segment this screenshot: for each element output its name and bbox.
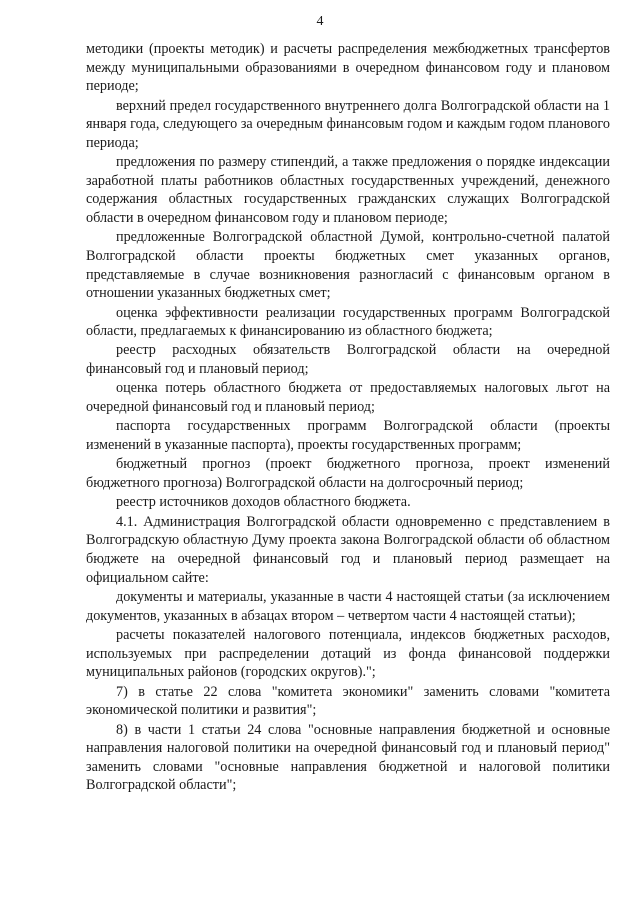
paragraph-documents-materials: документы и материалы, указанные в части 4 настоящей статьи (за исключением документов, указанных в абзацах втором – четвертом части 4 настоящей статьи); <box>86 588 610 624</box>
paragraph-tax-benefit-losses: оценка потерь областного бюджета от предоставляемых налоговых льгот на очередной финансовый год и плановый период; <box>86 380 610 416</box>
paragraph-revenue-register: реестр источников доходов областного бюджета. <box>116 494 411 511</box>
paragraph-item-8: 8) в части 1 статьи 24 слова "основные направления бюджетной и основные направления налоговой политики на очередной финансовый год и плановый период" заменить словами "основные направления бюджетной и налоговой политики Волгоградской области"; <box>86 721 610 794</box>
paragraph-program-evaluation: оценка эффективности реализации государственных программ Волгоградской области, предлагаемых к финансированию из областного бюджета; <box>86 304 610 340</box>
paragraph-obligations-register: реестр расходных обязательств Волгоградской области на очередной финансовый год и плановый период; <box>86 342 610 378</box>
paragraph-item-7: 7) в статье 22 слова "комитета экономики" заменить словами "комитета экономической политики и развития"; <box>86 683 610 719</box>
page-number: 4 <box>316 14 324 29</box>
paragraph-section-4-1: 4.1. Администрация Волгоградской области одновременно с представлением в Волгоградскую областную Думу проекта закона Волгоградской области об областном бюджете на очередной финансовый год и плановый период размещает на официальном сайте: <box>86 513 610 586</box>
paragraph-debt-limit: верхний предел государственного внутреннего долга Волгоградской области на 1 января года, следующего за очередным финансовым годом и каждым годом планового периода; <box>86 97 610 151</box>
paragraph-budget-estimates: предложенные Волгоградской областной Думой, контрольно-счетной палатой Волгоградской области проекты бюджетных смет указанных органов, представляемые в случае возникновения разногласий с финансовым органом в отношении указанных бюджетных смет; <box>86 229 610 302</box>
paragraph-budget-forecast: бюджетный прогноз (проект бюджетного прогноза, проект изменений бюджетного прогноза) Волгоградской области на долгосрочный период; <box>86 456 610 492</box>
paragraph-program-passports: паспорта государственных программ Волгоградской области (проекты изменений в указанные паспорта), проекты государственных программ; <box>86 418 610 454</box>
paragraph-methods: методики (проекты методик) и расчеты распределения межбюджетных трансфертов между муниципальными образованиями в очередном финансовом году и плановом периоде; <box>86 41 610 95</box>
paragraph-tax-potential: расчеты показателей налогового потенциала, индексов бюджетных расходов, используемых при распределении дотаций из фонда финансовой поддержки муниципальных районов (городских округов)."; <box>86 626 610 681</box>
document-body <box>86 40 610 796</box>
paragraph-scholarships: предложения по размеру стипендий, а также предложения о порядке индексации заработной платы работников областных государственных учреждений, денежного содержания областных государственных гражданских служащих Волгоградской области в очередном финансовом году и плановом периоде; <box>86 154 610 226</box>
